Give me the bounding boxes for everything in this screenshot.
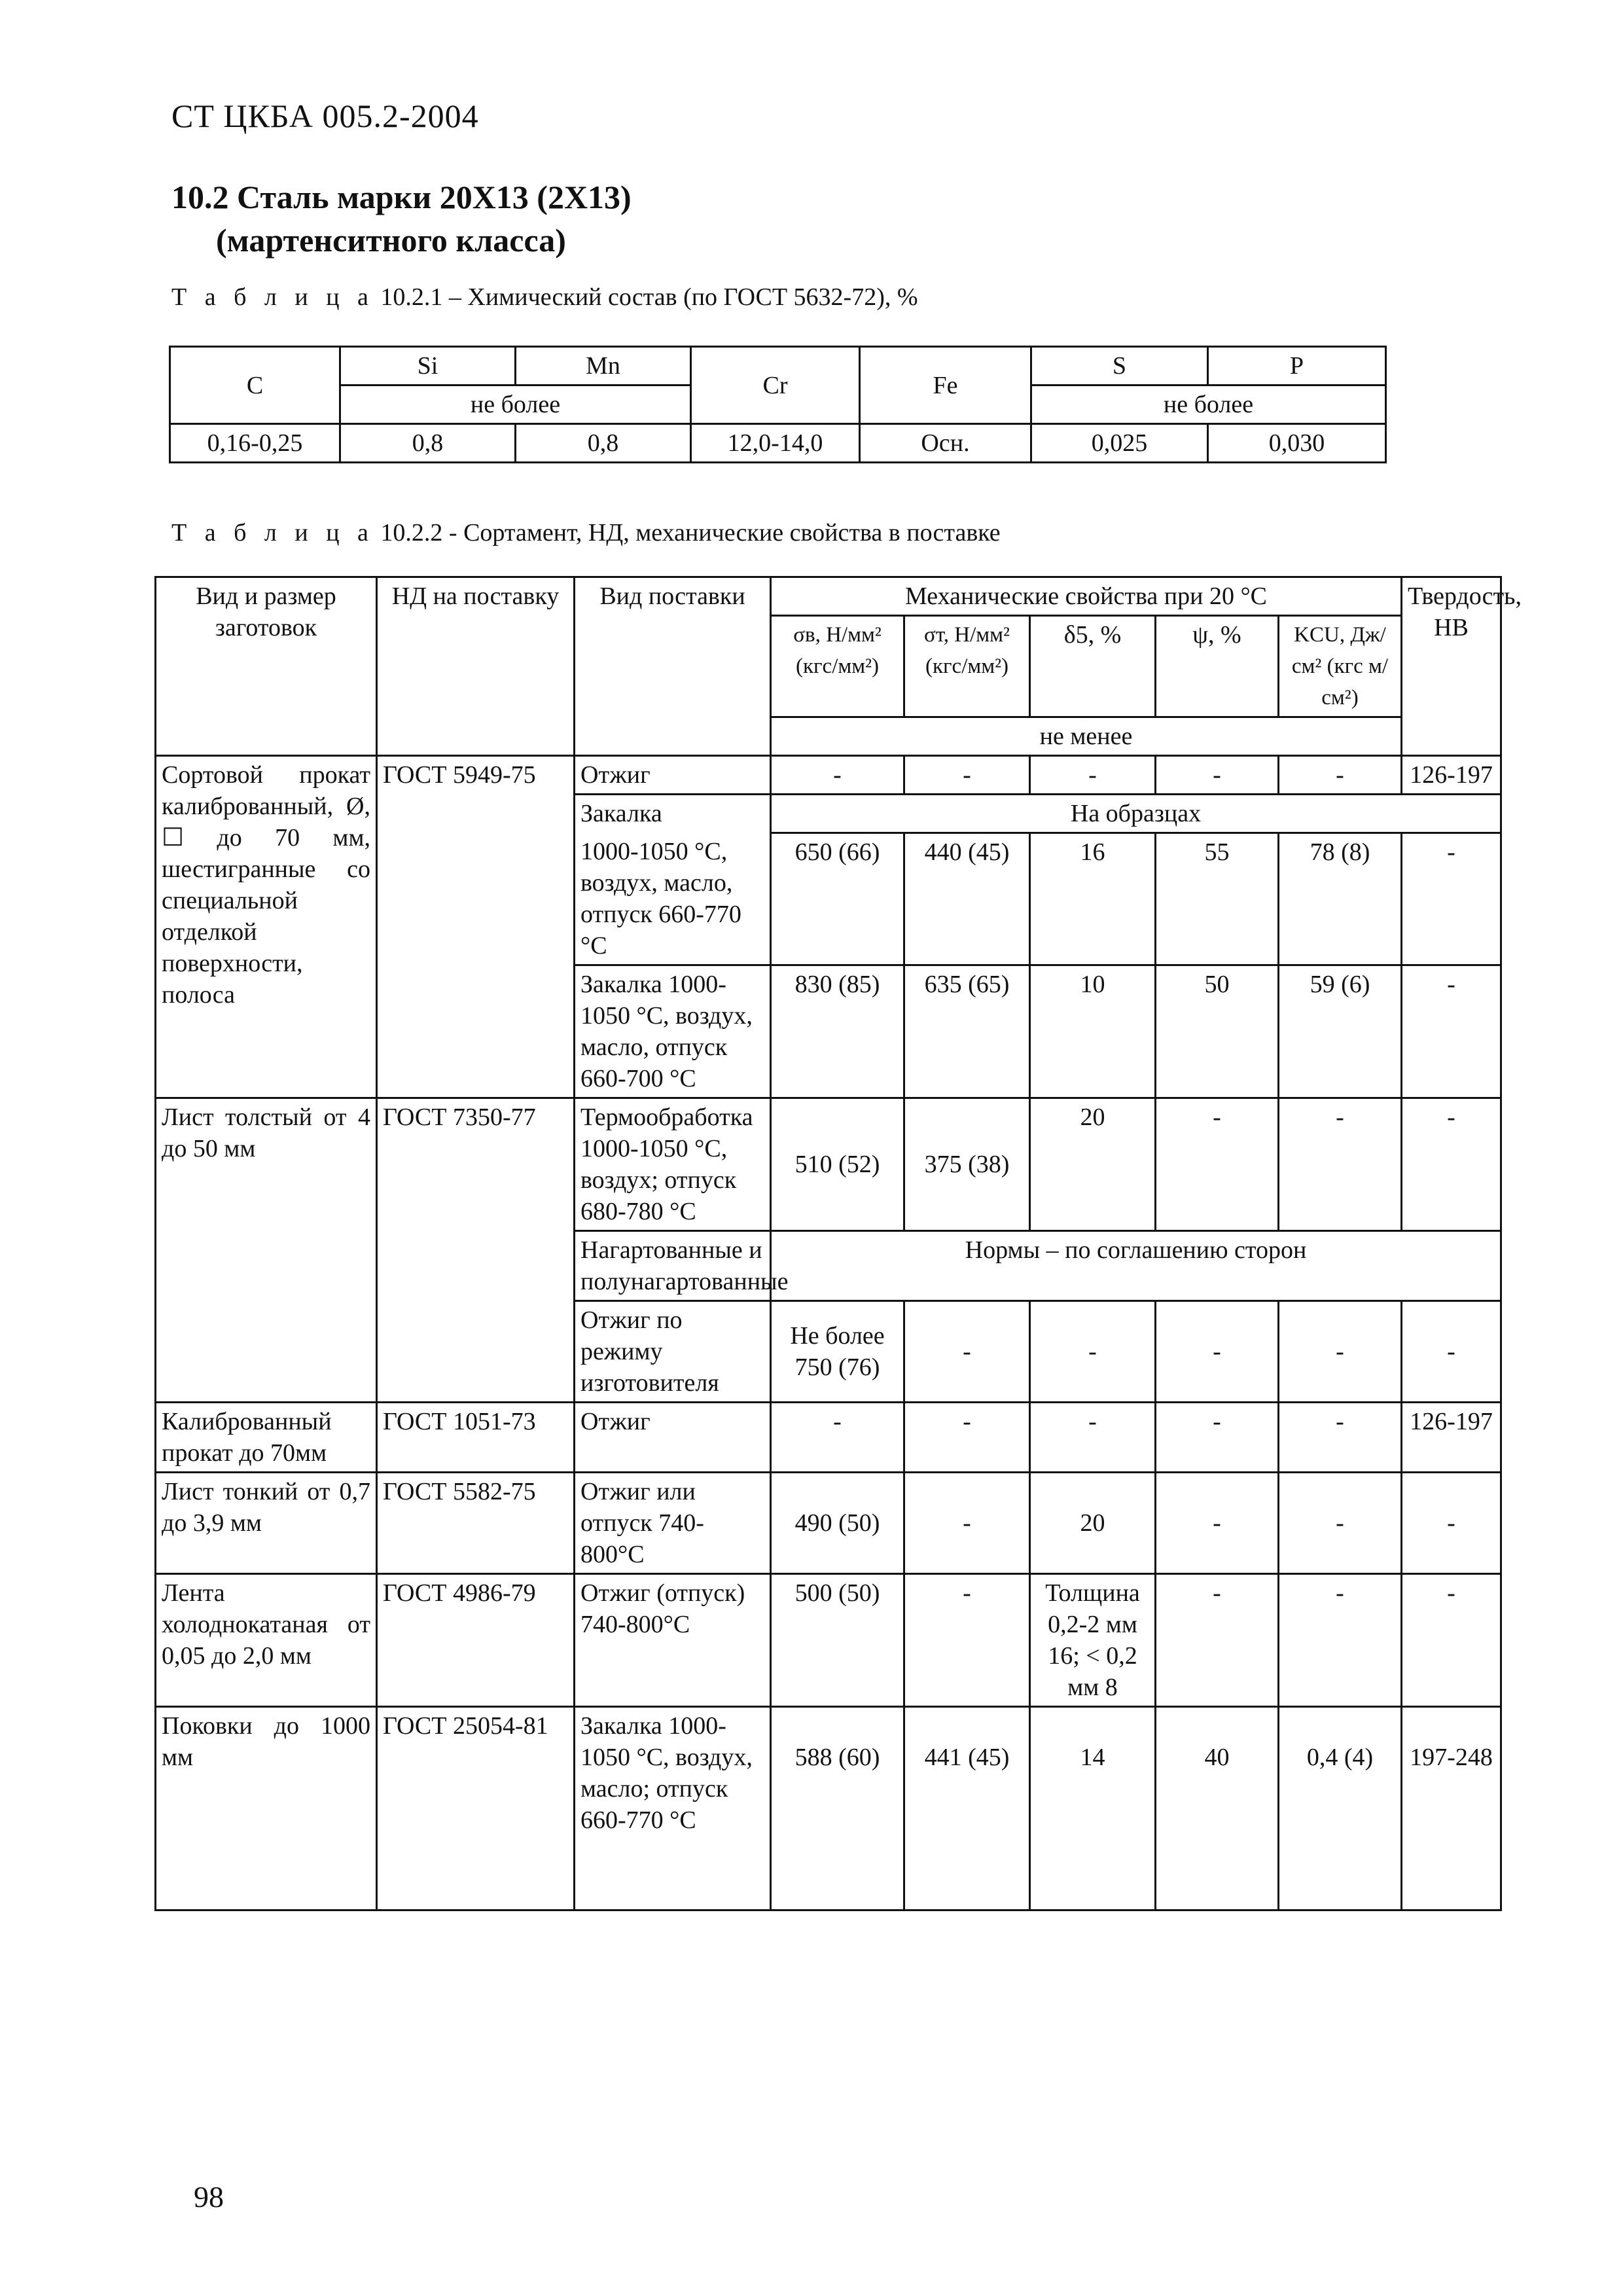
table2-value-cell: - [1402, 1573, 1501, 1706]
table2-value-cell: - [1402, 1300, 1501, 1402]
table2-value-cell: - [1279, 1472, 1402, 1573]
table1-value-cell: 0,16-0,25 [170, 424, 340, 463]
table1-header-cell: P [1208, 347, 1386, 386]
table1-value-cell: 0,025 [1031, 424, 1208, 463]
table2-nd-cell: ГОСТ 5582-75 [377, 1472, 575, 1573]
table2-delivery-cell: Закалка 1000-1050 °С, воздух, масло, отпуск 660-700 °С [575, 965, 771, 1098]
table2-type-cell: Калиброванный прокат до 70мм [156, 1402, 377, 1472]
table2-delivery-cell: Отжиг по режиму изготовителя [575, 1300, 771, 1402]
table2-header-nd: НД на поставку [377, 577, 575, 756]
table2-caption [171, 518, 1001, 547]
table1-header-cell: Cr [691, 347, 860, 424]
mechanical-properties-table [154, 576, 1522, 1911]
table2-value-cell: 635 (65) [904, 965, 1030, 1098]
table-row [156, 1402, 1501, 1472]
table2-type-cell: Лента холоднокатаная от 0,05 до 2,0 мм [156, 1573, 377, 1706]
table2-value-cell: 40 [1156, 1706, 1279, 1910]
table2-value-cell: - [1156, 1300, 1279, 1402]
table1-limit-cell: не более [340, 386, 691, 424]
table2-header-min: не менее [771, 717, 1402, 756]
section-title-line2: (мартенситного класса) [216, 222, 566, 259]
table2-value-cell: - [1030, 756, 1156, 795]
table2-value-cell: 441 (45) [904, 1706, 1030, 1910]
table2-value-cell: 59 (6) [1279, 965, 1402, 1098]
table2-type-cell: Сортовой прокат калиброванный, Ø, ☐ до 70 мм, шестигранные со специальной отделкой поверхности, полоса [156, 756, 377, 1098]
table2-value-cell: - [1156, 1402, 1279, 1472]
table1-header-cell: C [170, 347, 340, 424]
table2-header-psi: ψ, % [1156, 616, 1279, 717]
table2-header-sigma-b: σв, Н/мм² (кгс/мм²) [771, 616, 904, 717]
table-row [156, 1098, 1501, 1230]
table-row [156, 1472, 1501, 1573]
table2-caption-prefix: Т а б л и ц а [171, 519, 374, 547]
table1-values-row [170, 424, 1386, 463]
table2-delivery-cell: Отжиг [575, 1402, 771, 1472]
table2-value-cell: - [1156, 1098, 1279, 1230]
table2-header-hardness: Твердость, НВ [1402, 577, 1501, 756]
table2-nd-cell: ГОСТ 5949-75 [377, 756, 575, 1098]
table2-type-cell: Лист толстый от 4 до 50 мм [156, 1098, 377, 1402]
table2-value-cell: - [1156, 756, 1279, 795]
table2-value-cell: - [771, 1402, 904, 1472]
table2-value-cell: 55 [1156, 833, 1279, 965]
table1-header-cell: Fe [860, 347, 1031, 424]
table2-value-cell: - [904, 756, 1030, 795]
table1-value-cell: 12,0-14,0 [691, 424, 860, 463]
table2-value-cell: - [1402, 1098, 1501, 1230]
table2-value-cell: - [1156, 1472, 1279, 1573]
table2-header-mech: Механические свойства при 20 °С [771, 577, 1402, 616]
table2-value-cell: - [1279, 756, 1402, 795]
table1-value-cell: 0,8 [516, 424, 691, 463]
table2-value-cell: 510 (52) [771, 1098, 904, 1230]
table-row [156, 1706, 1501, 1910]
table2-value-cell: 830 (85) [771, 965, 904, 1098]
table2-type-cell: Лист тонкий от 0,7 до 3,9 мм [156, 1472, 377, 1573]
table1-value-cell: 0,030 [1208, 424, 1386, 463]
table2-value-cell: - [1402, 1472, 1501, 1573]
table2-value-cell: - [904, 1573, 1030, 1706]
table2-value-cell: 78 (8) [1279, 833, 1402, 965]
table1-header-cell: Si [340, 347, 516, 386]
table2-header-kcu: KCU, Дж/см² (кгс м/см²) [1279, 616, 1402, 717]
table2-value-cell: 375 (38) [904, 1098, 1030, 1230]
table2-value-cell: - [1279, 1300, 1402, 1402]
table2-value-cell: 16 [1030, 833, 1156, 965]
table-row [156, 1573, 1501, 1706]
table2-delivery-cell: Отжиг [575, 756, 771, 795]
table2-value-cell: - [904, 1300, 1030, 1402]
table1-value-cell: Осн. [860, 424, 1031, 463]
table2-value-cell: - [1030, 1300, 1156, 1402]
table2-nd-cell: ГОСТ 25054-81 [377, 1706, 575, 1910]
table2-value-cell: - [1402, 965, 1501, 1098]
section-title [171, 175, 632, 262]
table2-value-cell: - [1279, 1402, 1402, 1472]
table2-value-cell: 197-248 [1402, 1706, 1501, 1910]
table2-value-cell: 500 (50) [771, 1573, 904, 1706]
table2-value-cell: 126-197 [1402, 1402, 1501, 1472]
table2-value-cell: 0,4 (4) [1279, 1706, 1402, 1910]
table2-note-cell: На образцах [771, 795, 1501, 833]
table1-header-cell: Mn [516, 347, 691, 386]
table2-value-cell: 50 [1156, 965, 1279, 1098]
table2-value-cell: - [904, 1402, 1030, 1472]
table2-value-cell: 20 [1030, 1472, 1156, 1573]
table2-delivery-cell: Отжиг (отпуск) 740-800°С [575, 1573, 771, 1706]
table2-value-cell: - [771, 756, 904, 795]
table2-caption-text: 10.2.2 - Сортамент, НД, механические свойства в поставке [374, 519, 1001, 547]
table2-value-cell: - [904, 1472, 1030, 1573]
table2-header-sigma-t: σт, Н/мм² (кгс/мм²) [904, 616, 1030, 717]
table1-caption [171, 283, 918, 312]
table2-nd-cell: ГОСТ 1051-73 [377, 1402, 575, 1472]
section-title-line1: 10.2 Сталь марки 20Х13 (2Х13) [171, 179, 632, 215]
table2-delivery-cell: Нагартованные и полунагартованные [575, 1230, 771, 1300]
table2-delivery-cell: Закалка [575, 795, 771, 833]
table2-delivery-cell: 1000-1050 °С, воздух, масло, отпуск 660-770 °С [575, 833, 771, 965]
table2-value-cell: 440 (45) [904, 833, 1030, 965]
chemical-composition-table [169, 346, 1387, 463]
table2-nd-cell: ГОСТ 4986-79 [377, 1573, 575, 1706]
table2-type-cell: Поковки до 1000 мм [156, 1706, 377, 1910]
table2-note-cell: Нормы – по соглашению сторон [771, 1230, 1501, 1300]
table2-value-cell: 588 (60) [771, 1706, 904, 1910]
table2-value-cell: 14 [1030, 1706, 1156, 1910]
table1-header-row [170, 347, 1386, 386]
table-row [156, 756, 1501, 795]
table2-value-cell: 650 (66) [771, 833, 904, 965]
table2-value-cell: 490 (50) [771, 1472, 904, 1573]
table1-caption-text: 10.2.1 – Химический состав (по ГОСТ 5632-72), % [374, 283, 918, 311]
table2-header-row [156, 577, 1501, 616]
document-header: СТ ЦКБА 005.2-2004 [171, 98, 479, 134]
table1-caption-prefix: Т а б л и ц а [171, 283, 374, 311]
table2-header-delivery: Вид поставки [575, 577, 771, 756]
table2-value-cell: 10 [1030, 965, 1156, 1098]
table2-header-delta: δ5, % [1030, 616, 1156, 717]
table2-value-cell: - [1156, 1573, 1279, 1706]
table2-nd-cell: ГОСТ 7350-77 [377, 1098, 575, 1402]
table2-value-cell: - [1030, 1402, 1156, 1472]
table1-value-cell: 0,8 [340, 424, 516, 463]
page-number: 98 [194, 2180, 224, 2214]
table2-delivery-cell: Отжиг или отпуск 740-800°С [575, 1472, 771, 1573]
table2-delivery-cell: Термообработка 1000-1050 °С, воздух; отпуск 680-780 °С [575, 1098, 771, 1230]
table2-header-type: Вид и размер заготовок [156, 577, 377, 756]
table2-delivery-cell: Закалка 1000-1050 °С, воздух, масло; отпуск 660-770 °С [575, 1706, 771, 1910]
table2-value-cell: Толщина 0,2-2 мм 16; < 0,2 мм 8 [1030, 1573, 1156, 1706]
table1-header-cell: S [1031, 347, 1208, 386]
table2-value-cell: - [1402, 833, 1501, 965]
table1-limit-cell: не более [1031, 386, 1386, 424]
table2-value-cell: - [1279, 1573, 1402, 1706]
table2-value-cell: 20 [1030, 1098, 1156, 1230]
table2-value-cell: - [1279, 1098, 1402, 1230]
table2-value-cell: 126-197 [1402, 756, 1501, 795]
table2-value-cell: Не более 750 (76) [771, 1300, 904, 1402]
